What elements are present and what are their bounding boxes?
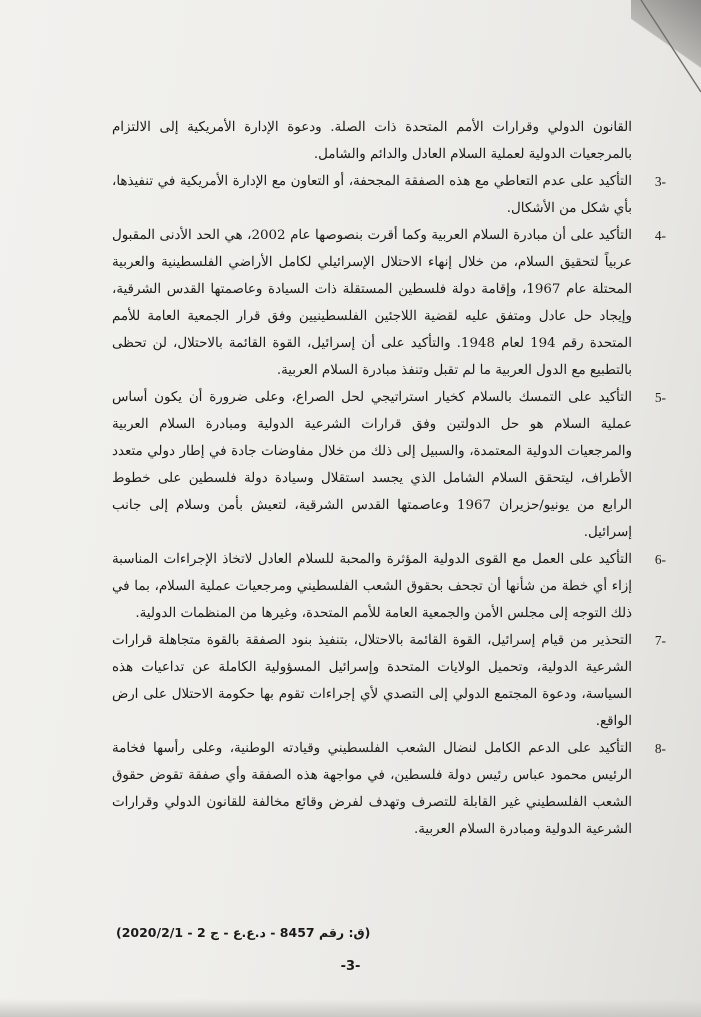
list-item bbox=[112, 546, 666, 627]
list-item bbox=[112, 168, 666, 222]
page-number: -3- bbox=[340, 959, 361, 974]
document-body bbox=[112, 114, 666, 843]
fold-crease bbox=[611, 0, 701, 100]
item-text: التأكيد على العمل مع القوى الدولية المؤثرة والمحبة للسلام العادل لاتخاذ الإجراءات المناسبة إزاء أي خطة من شأنها أن تجحف بحقوق الشعب الفلسطيني ومرجعيات عملية السلام، بما في ذلك التوجه إلى مجلس الأمن والجمعية العامة للأمم المتحدة، وغيرها من المنظمات الدولية. bbox=[112, 552, 632, 621]
item-number: 5- bbox=[654, 390, 666, 405]
list-item bbox=[112, 627, 666, 735]
list-item bbox=[112, 384, 666, 546]
item-number: 8- bbox=[654, 741, 666, 756]
item-number: 3- bbox=[654, 174, 666, 189]
reference-code: (ق: رقم 8457 - د.ع.ع - ج 2 - 2020/2/1) bbox=[116, 925, 371, 940]
page-bottom-edge bbox=[0, 999, 701, 1017]
item-text: التأكيد على الدعم الكامل لنضال الشعب الفلسطيني وقيادته الوطنية، وعلى رأسها فخامة الرئيس محمود عباس رئيس دولة فلسطين، في مواجهة هذه الصفقة وأي صفقة تقوض حقوق الشعب الفلسطيني غير القابلة للتصرف وتهدف لفرض وقائع مخالفة للقانون الدولي وقرارات الشرعية الدولية ومبادرة السلام العربية. bbox=[112, 741, 632, 837]
item-number: 4- bbox=[654, 228, 666, 243]
intro-paragraph: القانون الدولي وقرارات الأمم المتحدة ذات الصلة. ودعوة الإدارة الأمريكية إلى الالتزام بالمرجعيات الدولية لعملية السلام العادل والدائم والشامل. bbox=[112, 120, 632, 162]
item-text: التأكيد على أن مبادرة السلام العربية وكما أقرت بنصوصها عام 2002، هي الحد الأدنى المقبول عربياً لتحقيق السلام، من خلال إنهاء الاحتلال الإسرائيلي لكامل الأراضي الفلسطينية والعربية المحتلة عام 1967، وإقامة دولة فلسطين المستقلة ذات السيادة وعاصمتها القدس الشرقية، وإيجاد حل عادل ومتفق عليه لقضية اللاجئين الفلسطينيين وفق قرار الجمعية العامة للأمم المتحدة رقم 194 لعام 1948. والتأكيد على أن إسرائيل، القوة القائمة بالاحتلال، لن تحظى بالتطبيع مع الدول العربية ما لم تقبل وتنفذ مبادرة السلام العربية. bbox=[112, 228, 632, 378]
item-number: 7- bbox=[654, 633, 666, 648]
item-text: التأكيد على التمسك بالسلام كخيار استراتيجي لحل الصراع، وعلى ضرورة أن يكون أساس عملية السلام هو حل الدولتين وفق قرارات الشرعية الدولية ومبادرة السلام العربية والمرجعيات الدولية المعتمدة، والسبيل إلى ذلك من خلال مفاوضات جادة في إطار دولي متعدد الأطراف، ليتحقق السلام الشامل الذي يجسد استقلال وسيادة دولة فلسطين على خطوط الرابع من يونيو/حزيران 1967 وعاصمتها القدس الشرقية، لتعيش بأمن وسلام إلى جانب إسرائيل. bbox=[112, 390, 633, 540]
item-text: التحذير من قيام إسرائيل، القوة القائمة بالاحتلال، بتنفيذ بنود الصفقة بالقوة متجاهلة قرارات الشرعية الدولية، وتحميل الولايات المتحدة وإسرائيل المسؤولية الكاملة عن تداعيات هذه السياسة، ودعوة المجتمع الدولي إلى التصدي لأي إجراءات تقوم بها حكومة الاحتلال على ارض الواقع. bbox=[112, 633, 632, 729]
item-number: 6- bbox=[654, 552, 666, 567]
item-text: التأكيد على عدم التعاطي مع هذه الصفقة المجحفة، أو التعاون مع الإدارة الأمريكية في تنفيذها، بأي شكل من الأشكال. bbox=[112, 174, 632, 216]
list-item bbox=[112, 735, 666, 843]
list-item bbox=[112, 222, 666, 384]
